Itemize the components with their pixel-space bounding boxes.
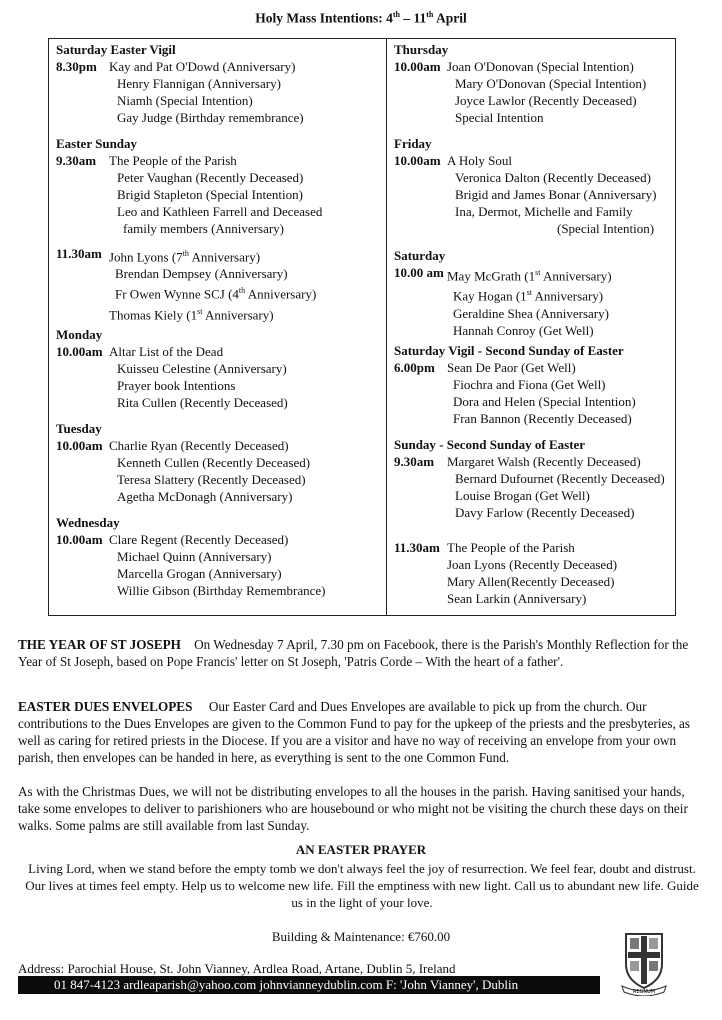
st-joseph-text: On Wednesday 7 April, 7.30 pm on Facebook, there is the Parish's Monthly Reflection for the Year of St Joseph, based on Pope Francis' letter on St Joseph, 'Patris Corde – With the heart of a father'. (18, 637, 689, 669)
mass-time: 10.00am (56, 532, 103, 547)
day-name: Saturday (394, 248, 446, 263)
intention-line: Sean Larkin (Anniversary) (447, 591, 587, 606)
mass-time: 11.30am (56, 246, 102, 261)
intention-line: (Special Intention) (557, 221, 655, 236)
easter-dues-text-2: As with the Christmas Dues, we will not be distributing envelopes to all the houses in the parish. Having sanitised your hands, take some envelopes to deliver to parishioners who are housebound or who might not be visiting the church these days on their walks. Some palms are still available from last Sunday. (18, 784, 688, 833)
intention-line: Mary O'Donovan (Special Intention) (455, 76, 647, 91)
intention-line: Davy Farlow (Recently Deceased) (455, 505, 635, 520)
intention-line: Henry Flannigan (Anniversary) (117, 76, 281, 91)
intention-line: Veronica Dalton (Recently Deceased) (455, 170, 651, 185)
mass-time: 8.30pm (56, 59, 97, 74)
easter-dues-text: Our Easter Card and Dues Envelopes are available to pick up from the church. Our contributions to the Dues Envelopes are given to the Common Fund to pay for the upkeep of the priests and the presbyteries, as well as caring for retired priests in the Diocese. If you are a visitor and have no way of receiving an envelope from your own parish, then envelopes can be handed in here, as everything is sent to the one Common Fund. (18, 699, 691, 765)
day-section (387, 41, 675, 126)
intention-line: Dora and Helen (Special Intention) (453, 394, 636, 409)
intention-line: Niamh (Special Intention) (117, 93, 253, 108)
mass-entry (49, 437, 385, 505)
intention-line: Rita Cullen (Recently Deceased) (117, 395, 288, 410)
mass-time: 10.00am (56, 344, 103, 359)
crest-motto: REGNUM (632, 989, 656, 995)
day-section (49, 420, 385, 505)
intention-line: family members (Anniversary) (123, 221, 285, 236)
day-name: Easter Sunday (56, 136, 138, 151)
mass-entry (387, 359, 675, 427)
intention-line: Altar List of the Dead (109, 344, 224, 359)
day-name: Tuesday (56, 421, 102, 436)
intention-line: Joan O'Donovan (Special Intention) (447, 59, 634, 74)
intention-line: Kuisseu Celestine (Anniversary) (117, 361, 287, 376)
intention-line: Leo and Kathleen Farrell and Deceased (117, 204, 323, 219)
intention-line: Brigid and James Bonar (Anniversary) (455, 187, 657, 202)
intention-line: Marcella Grogan (Anniversary) (117, 566, 282, 581)
intention-line: May McGrath (1st Anniversary) (447, 268, 612, 284)
intention-line: Brigid Stapleton (Special Intention) (117, 187, 303, 202)
intention-line: Michael Quinn (Anniversary) (117, 549, 272, 564)
page-title: Holy Mass Intentions: 4th – 11th April (255, 10, 467, 26)
intention-line: Bernard Dufournet (Recently Deceased) (455, 471, 665, 486)
day-section (387, 247, 675, 339)
mass-time: 6.00pm (394, 360, 435, 375)
intention-line: Geraldine Shea (Anniversary) (453, 305, 609, 321)
intention-line: Joan Lyons (Recently Deceased) (447, 557, 618, 572)
mass-time: 11.30am (394, 540, 440, 555)
intention-line: Prayer book Intentions (117, 378, 236, 393)
intention-line: Kay Hogan (1st Anniversary) (453, 288, 604, 304)
st-joseph-notice (18, 636, 708, 670)
intention-line: Thomas Kiely (1st Anniversary) (109, 306, 274, 322)
left-column (49, 39, 385, 615)
intention-line: Agetha McDonagh (Anniversary) (117, 489, 293, 504)
day-name: Thursday (394, 42, 449, 57)
easter-dues-notice-2 (18, 783, 708, 834)
intention-line: A Holy Soul (447, 153, 513, 168)
day-section (387, 135, 675, 237)
mass-time: 9.30am (56, 153, 97, 168)
day-name: Friday (394, 136, 432, 151)
mass-time: 10.00am (394, 153, 441, 168)
day-section (387, 539, 675, 607)
mass-time: 10.00 am (394, 265, 444, 280)
intention-line: Special Intention (455, 110, 544, 125)
day-section (387, 342, 675, 427)
mass-entry (49, 343, 385, 411)
intention-line: Kay and Pat O'Dowd (Anniversary) (109, 59, 296, 74)
prayer-text: Living Lord, when we stand before the empty tomb we don't always feel the joy of resurrection. We feel fear, doubt and distrust. Our lives at times feel empty. Help us to welcome new life. Fill the emptiness with new light. Call us to abundant new life. Guide us in the light of your love. (25, 861, 699, 910)
st-joseph-heading: THE YEAR OF ST JOSEPH (18, 637, 181, 652)
intention-line: Margaret Walsh (Recently Deceased) (447, 454, 641, 469)
intention-line: Sean De Paor (Get Well) (447, 360, 576, 375)
mass-entry (49, 245, 385, 323)
day-name: Saturday Vigil - Second Sunday of Easter (394, 343, 624, 358)
mass-entry (387, 264, 675, 339)
intention-line: Willie Gibson (Birthday Remembrance) (117, 583, 326, 598)
intention-lines (49, 152, 385, 237)
mass-entry (387, 58, 675, 126)
easter-dues-notice (18, 698, 708, 766)
intention-line: The People of the Parish (447, 540, 575, 555)
mass-time: 10.00am (394, 59, 441, 74)
day-name: Wednesday (56, 515, 120, 530)
intention-line: Kenneth Cullen (Recently Deceased) (117, 455, 311, 470)
easter-dues-heading: EASTER DUES ENVELOPES (18, 699, 193, 714)
intention-line: Hannah Conroy (Get Well) (453, 322, 594, 338)
intention-line: Teresa Slattery (Recently Deceased) (117, 472, 306, 487)
intention-lines (49, 58, 385, 126)
building-maintenance: Building & Maintenance: €760.00 (271, 929, 451, 944)
intention-line: Clare Regent (Recently Deceased) (109, 532, 289, 547)
intention-line: Ina, Dermot, Michelle and Family (455, 204, 633, 219)
prayer-title: AN EASTER PRAYER (295, 842, 427, 857)
intention-line: John Lyons (7th Anniversary) (109, 249, 261, 265)
mass-intentions-table (48, 38, 676, 616)
mass-time: 9.30am (394, 454, 435, 469)
day-name: Saturday Easter Vigil (56, 42, 176, 57)
day-section (49, 514, 385, 599)
intention-line: Fran Bannon (Recently Deceased) (453, 411, 632, 426)
parish-crest-icon (620, 930, 668, 996)
intention-line: Mary Allen(Recently Deceased) (447, 574, 615, 589)
contact-bar: 01 847-4123 ardleaparish@yahoo.com johnvianneydublin.com F: 'John Vianney', Dublin (18, 976, 600, 994)
day-section (49, 41, 385, 126)
mass-time: 10.00am (56, 438, 103, 453)
intention-line: The People of the Parish (109, 153, 237, 168)
mass-entry (387, 539, 675, 607)
mass-entry (49, 58, 385, 126)
mass-entry (387, 453, 675, 521)
intention-line: Gay Judge (Birthday remembrance) (117, 110, 304, 125)
intention-line: Charlie Ryan (Recently Deceased) (109, 438, 289, 453)
intention-line: Fiochra and Fiona (Get Well) (453, 377, 606, 392)
mass-entry (49, 152, 385, 237)
intention-line: Peter Vaughan (Recently Deceased) (117, 170, 304, 185)
day-name: Sunday - Second Sunday of Easter (394, 437, 586, 452)
day-section (49, 245, 385, 323)
address: Address: Parochial House, St. John Vianney, Ardlea Road, Artane, Dublin 5, Ireland (18, 961, 456, 976)
mass-entry (387, 152, 675, 237)
intention-line: Louise Brogan (Get Well) (455, 488, 590, 503)
right-column (386, 39, 675, 615)
intention-line: Fr Owen Wynne SCJ (4th Anniversary) (115, 286, 317, 302)
day-section (387, 436, 675, 521)
intention-line: Joyce Lawlor (Recently Deceased) (455, 93, 637, 108)
day-section (49, 326, 385, 411)
day-name: Monday (56, 327, 103, 342)
day-section (49, 135, 385, 237)
intention-line: Brendan Dempsey (Anniversary) (115, 266, 288, 282)
mass-entry (49, 531, 385, 599)
